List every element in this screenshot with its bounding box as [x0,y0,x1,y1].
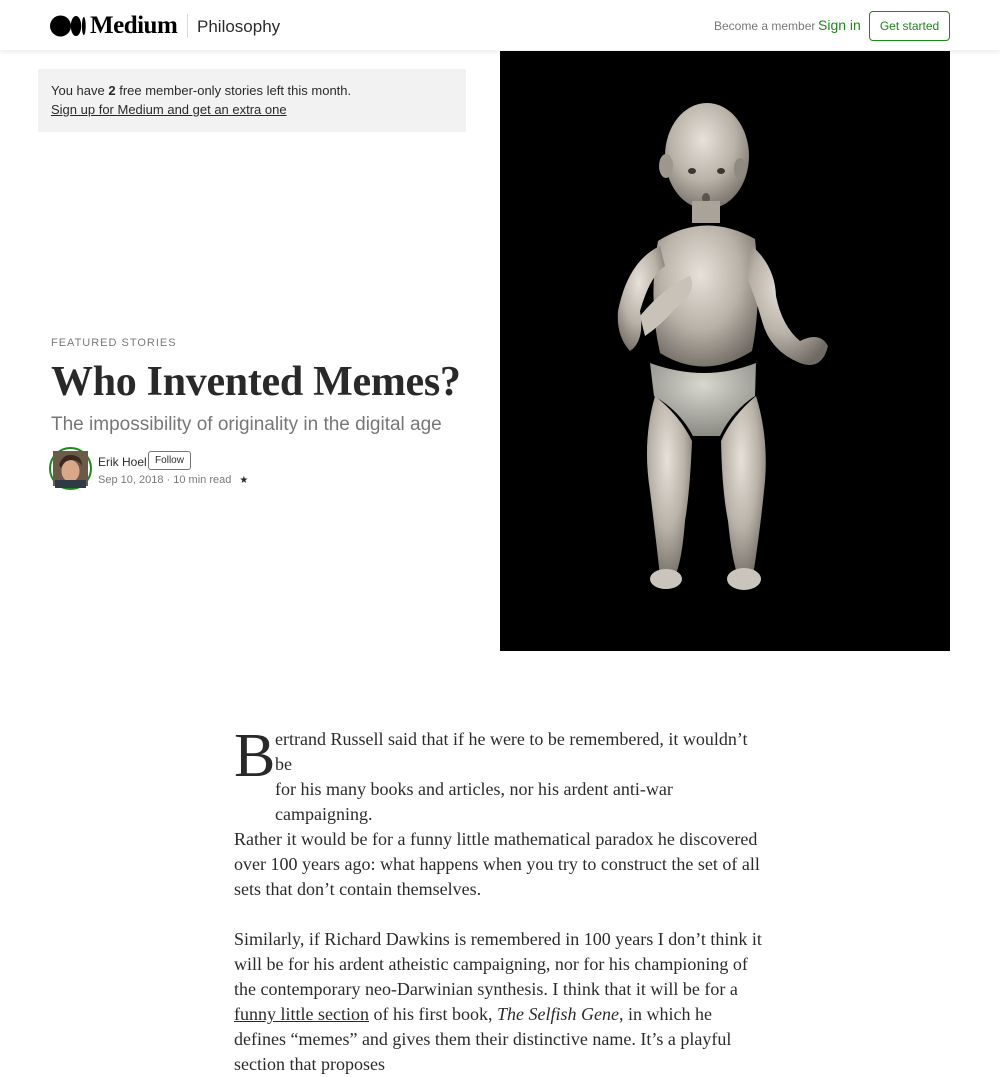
p2-text-c: , in which he defines “memes” and gives them their distinctive name. It’s a playful section that proposes [234,1004,732,1074]
publication-name-link[interactable]: Philosophy [197,17,281,36]
meta-separator: · [166,474,174,486]
author-name-link[interactable]: Erik Hoel [98,455,147,469]
get-started-button[interactable]: Get started [869,11,950,41]
author-avatar[interactable] [49,447,92,490]
medium-logo-icon [50,15,86,37]
p1-line1: ertrand Russell said that if he were to be remembered, it wouldn’t be [275,729,748,774]
become-member-link[interactable]: Become a member [714,19,816,33]
p2-text-b: of his first book, [368,1004,497,1024]
paragraph-2 [234,927,764,1077]
sign-in-link[interactable]: Sign in [818,17,861,33]
header-divider [187,14,188,38]
drop-cap: B [234,722,276,790]
article-subtitle: The impossibility of originality in the digital age [51,414,442,435]
top-navbar [0,0,1000,51]
logo-wordmark: Medium [90,12,178,39]
hero-image-dancing-baby [500,51,950,651]
notice-suffix: free member-only stories left this month. [115,83,352,98]
section-kicker[interactable]: FEATURED STORIES [51,337,177,349]
article-body [234,722,764,1077]
free-stories-notice [51,83,351,99]
medium-logo[interactable] [50,13,177,39]
member-limit-banner [38,69,466,132]
notice-prefix: You have [51,83,109,98]
funny-little-section-link[interactable]: funny little section [234,1004,369,1024]
free-stories-count: 2 [108,83,116,98]
p1-rest: Rather it would be for a funny little mathematical paradox he discovered over 100 years ago: what happens when you try to construct the set of all sets that don’t contain themselves. [234,829,760,899]
read-time: 10 min read [173,474,232,486]
p2-text-a: Similarly, if Richard Dawkins is remembered in 100 years I don’t think it will be for his ardent atheistic campaigning, nor for his championing of the contemporary neo-Darwinian synthesis. I think that it will be for a [234,929,762,999]
star-icon: ★ [239,475,249,486]
publish-date: Sep 10, 2018 [98,474,164,486]
article-meta [98,473,248,488]
paragraph-1 [234,722,764,902]
author-avatar-image [53,451,88,486]
follow-button[interactable]: Follow [148,451,191,470]
p1-line2: for his many books and articles, nor his ardent anti-war campaigning. [275,779,673,824]
signup-extra-link[interactable]: Sign up for Medium and get an extra one [51,102,287,117]
book-title: The Selfish Gene [496,1004,619,1024]
article-title: Who Invented Memes? [51,359,461,405]
